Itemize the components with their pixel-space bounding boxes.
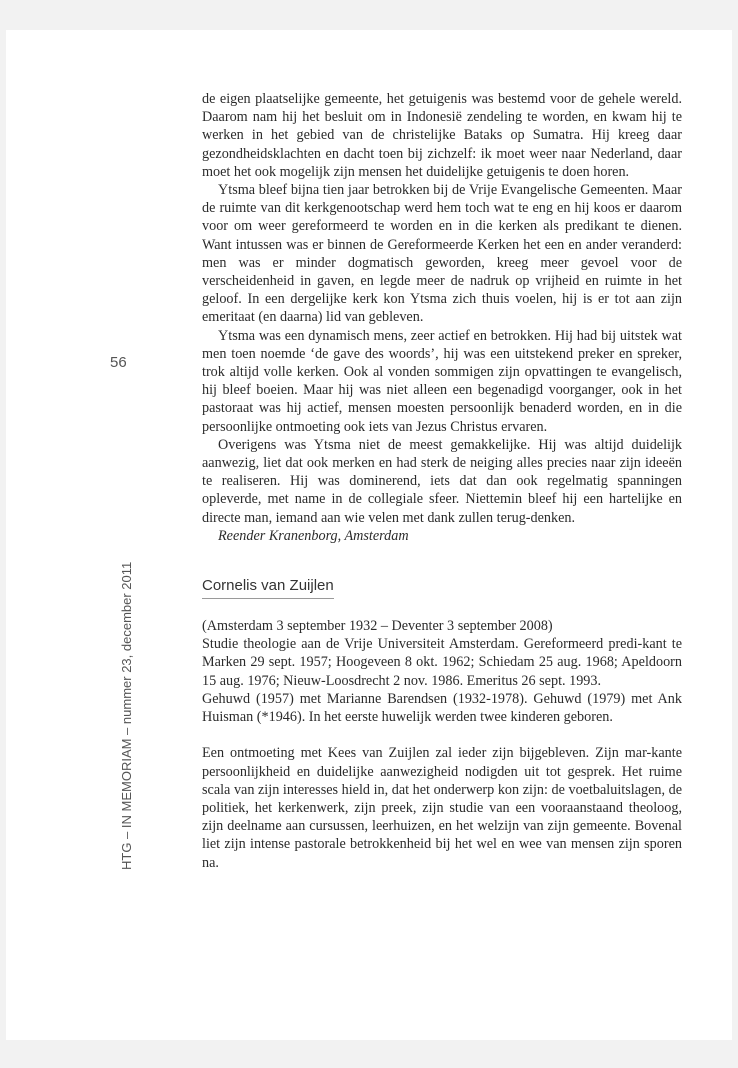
obituary-body: Een ontmoeting met Kees van Zuijlen zal ieder zijn bijgebleven. Zijn mar-kante persoonlijkheid en duidelijke aanwezigheid nodigden uit tot gesprek. Het ruime scala van zijn interesses hield in, dat het onderwerp kon zijn: de voetbaluitslagen, de politiek, het kerkenwerk, zijn preek, zijn studie van een vooraanstaand theoloog, zijn deelname aan cursussen, leerhuizen, en het welzijn van zijn gemeente. Bovenal liet zijn intense pastorale betrokkenheid bij het wel en wee van mensen zijn sporen na. [202, 745, 682, 871]
paragraph: de eigen plaatselijke gemeente, het getuigenis was bestemd voor de gehele wereld. Daarom nam hij het besluit om in Indonesië zendeling te worden, en kwam hij te werken in het gebied van de christelijke Bataks op Sumatra. Hij kreeg daar gezondheidsklachten en dacht toen bij zichzelf: ik moet weer naar Nederland, daar moet het ook mogelijk zijn mensen het duidelijke getuigenis te doen horen. [202, 91, 682, 180]
text-column [202, 90, 682, 872]
paragraph: Ytsma was een dynamisch mens, zeer actief en betrokken. Hij had bij uitstek wat men toen noemde ‘de gave des woords’, hij was een uitstekend preker en spreker, trok altijd volle kerken. Ook al vonden sommigen zijn opvattingen te evangelisch, hij bleef boeien. Maar hij was niet alleen een begenadigd voorganger, ook in het pastoraat was hij actief, mensen moesten persoonlijk benaderd worden, en in die persoonlijke ontmoeting ook iets van Jezus Christus ervaren. [202, 327, 682, 435]
life-dates: (Amsterdam 3 september 1932 – Deventer 3 september 2008) [202, 618, 553, 635]
paragraph: Overigens was Ytsma niet de meest gemakkelijke. Hij was altijd duidelijk aanwezig, liet dat ook merken en had sterk de neiging alles precies naar zijn ideeën te realiseren. Hij was dominerend, iets dat dan ook regelmatig spanningen opleverde, met name in de collegiale sfeer. Niettemin bleef hij een hartelijke en directe man, iemand aan wie velen met dank zullen terug-denken. [202, 436, 682, 526]
running-header: HTG – IN MEMORIAM – nummer 23, december 2011 [119, 561, 134, 870]
author-signature: Reender Kranenborg, Amsterdam [218, 527, 409, 544]
obituary-heading: Cornelis van Zuijlen [202, 577, 334, 599]
page-number: 56 [110, 354, 127, 371]
career-summary: Studie theologie aan de Vrije Universiteit Amsterdam. Gereformeerd predi-kant te Marken 29 sept. 1957; Hoogeveen 8 okt. 1962; Schiedam 25 aug. 1968; Apeldoorn 15 aug. 1976; Nieuw-Loosdrecht 2 nov. 1986. Emeritus 26 sept. 1993. [202, 636, 682, 689]
family-summary: Gehuwd (1957) met Marianne Barendsen (1932-1978). Gehuwd (1979) met Ank Huisman (*1946). In het eerste huwelijk werden twee kinderen geboren. [202, 690, 682, 726]
paragraph: Ytsma bleef bijna tien jaar betrokken bij de Vrije Evangelische Gemeenten. Maar de ruimte van dit kerkgenootschap werd hem toch wat te eng en hij koos er daarom voor om weer gereformeerd te worden en in die kerken als predikant te dienen. Want intussen was er binnen de Gereformeerde Kerken het een en ander veranderd: men was er minder dogmatisch geworden, kreeg meer gevoel voor de verscheidenheid in gaven, en legde meer de nadruk op vrijheid en ruimte in het geloof. In een dergelijke kerk kon Ytsma zich thuis voelen, hij is er tot aan zijn emeritaat (en daarna) lid van gebleven. [202, 182, 682, 326]
